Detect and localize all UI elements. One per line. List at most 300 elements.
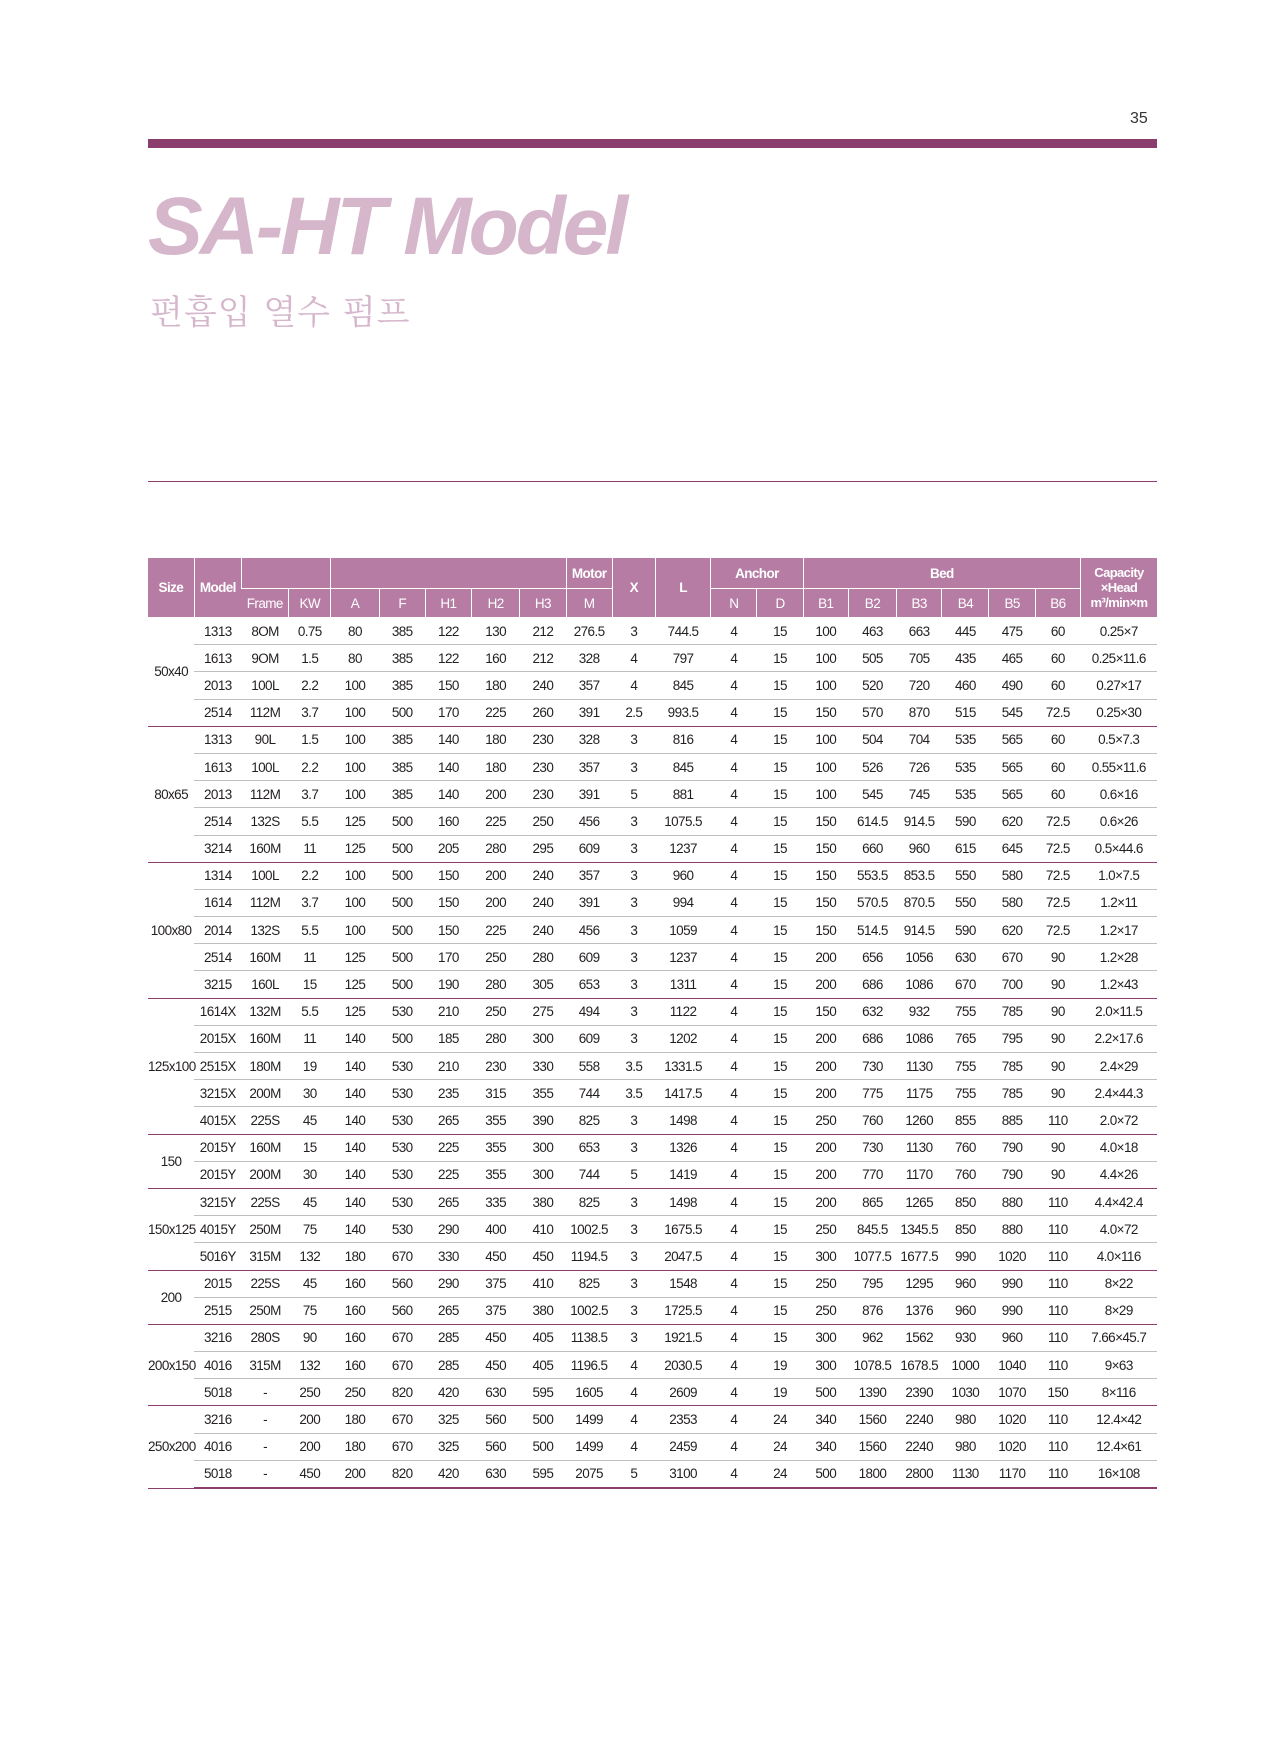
table-cell: 60 [1035, 753, 1080, 780]
header-capacity-line2: ×Head [1100, 580, 1138, 595]
table-cell: 1677.5 [897, 1243, 942, 1270]
table-cell: 705 [897, 645, 942, 672]
header-capacity-line3: m³/min×m [1090, 595, 1148, 610]
table-cell: 504 [848, 726, 896, 753]
table-cell: 914.5 [897, 808, 942, 835]
header-b2: B2 [848, 589, 896, 618]
table-cell: 3 [612, 889, 655, 916]
table-cell: 100 [803, 672, 848, 699]
header-kw: KW [289, 589, 331, 618]
table-cell: 3 [612, 808, 655, 835]
header-motor: Motor [566, 558, 612, 589]
table-cell: 4 [711, 1460, 757, 1488]
table-cell: 4 [711, 1161, 757, 1188]
table-cell: 3 [612, 1297, 655, 1324]
table-row [148, 1297, 1157, 1324]
table-cell: 3 [612, 1134, 655, 1161]
table-cell: 962 [848, 1324, 896, 1351]
table-cell: 1345.5 [897, 1216, 942, 1243]
table-cell: 3 [612, 726, 655, 753]
table-cell: 465 [989, 645, 1035, 672]
table-cell: 385 [379, 618, 425, 645]
table-cell: 160 [331, 1297, 379, 1324]
table-cell: 545 [848, 781, 896, 808]
table-cell: 15 [289, 1134, 331, 1161]
table-cell: 845.5 [848, 1216, 896, 1243]
table-cell: 4 [711, 1433, 757, 1460]
table-cell: 1130 [897, 1053, 942, 1080]
table-cell: 760 [942, 1161, 989, 1188]
table-cell: 100 [331, 672, 379, 699]
table-cell: 16×108 [1080, 1460, 1157, 1488]
table-cell: 100 [331, 699, 379, 726]
table-cell: 355 [472, 1161, 520, 1188]
table-cell: 885 [989, 1107, 1035, 1134]
table-row [148, 1243, 1157, 1270]
spec-table [148, 558, 1157, 1489]
table-cell: 200 [289, 1406, 331, 1433]
table-cell: 720 [897, 672, 942, 699]
table-cell: 1194.5 [566, 1243, 612, 1270]
table-cell: 3 [612, 862, 655, 889]
table-cell: 390 [520, 1107, 566, 1134]
table-cell: 825 [566, 1188, 612, 1215]
table-cell: 30 [289, 1161, 331, 1188]
table-cell: 100 [331, 726, 379, 753]
table-cell: 490 [989, 672, 1035, 699]
table-cell: 3215X [194, 1080, 241, 1107]
table-cell: 24 [757, 1406, 803, 1433]
table-cell: 160M [241, 1025, 288, 1052]
table-row [148, 753, 1157, 780]
table-cell: 110 [1035, 1216, 1080, 1243]
header-anchor: Anchor [711, 558, 803, 589]
table-cell: 9×63 [1080, 1352, 1157, 1379]
size-cell: 125x100 [148, 998, 194, 1134]
table-cell: 315 [472, 1080, 520, 1107]
table-cell: 140 [331, 1080, 379, 1107]
table-cell: 230 [472, 1053, 520, 1080]
table-cell: 72.5 [1035, 835, 1080, 862]
table-cell: 400 [472, 1216, 520, 1243]
table-cell: 1002.5 [566, 1297, 612, 1324]
table-row [148, 889, 1157, 916]
table-cell: 2.4×29 [1080, 1053, 1157, 1080]
table-cell: 180 [331, 1433, 379, 1460]
table-cell: 110 [1035, 1406, 1080, 1433]
table-cell: 3 [612, 944, 655, 971]
table-cell: 225 [425, 1161, 471, 1188]
table-cell: 8OM [241, 618, 288, 645]
table-cell: 15 [757, 1107, 803, 1134]
table-cell: 325 [425, 1433, 471, 1460]
table-cell: 4 [612, 1352, 655, 1379]
table-row [148, 1352, 1157, 1379]
table-cell: 150 [425, 672, 471, 699]
table-cell: 140 [331, 1025, 379, 1052]
table-cell: 795 [989, 1025, 1035, 1052]
table-cell: 125 [331, 808, 379, 835]
table-cell: 456 [566, 917, 612, 944]
table-cell: 385 [379, 726, 425, 753]
table-row [148, 862, 1157, 889]
table-cell: 500 [379, 1025, 425, 1052]
table-cell: 160 [425, 808, 471, 835]
table-cell: 15 [757, 1324, 803, 1351]
table-cell: 225S [241, 1270, 288, 1297]
table-cell: 60 [1035, 618, 1080, 645]
table-cell: 280S [241, 1324, 288, 1351]
table-cell: 3 [612, 1025, 655, 1052]
table-cell: 4 [711, 1379, 757, 1406]
table-cell: 4 [711, 1216, 757, 1243]
table-cell: 3 [612, 1216, 655, 1243]
table-cell: 230 [520, 726, 566, 753]
table-cell: 450 [472, 1324, 520, 1351]
table-cell: 4 [711, 1270, 757, 1297]
table-cell: 960 [942, 1270, 989, 1297]
table-cell: 170 [425, 699, 471, 726]
table-cell: 670 [379, 1406, 425, 1433]
table-cell: 880 [989, 1188, 1035, 1215]
table-cell: 285 [425, 1352, 471, 1379]
table-cell: 150 [803, 808, 848, 835]
table-cell: 8×116 [1080, 1379, 1157, 1406]
table-cell: 90 [1035, 1080, 1080, 1107]
table-cell: 4 [711, 862, 757, 889]
table-cell: 122 [425, 645, 471, 672]
table-cell: 240 [520, 672, 566, 699]
table-cell: 1376 [897, 1297, 942, 1324]
table-cell: 110 [1035, 1433, 1080, 1460]
table-cell: 380 [520, 1188, 566, 1215]
table-cell: 250 [803, 1270, 848, 1297]
table-cell: 357 [566, 862, 612, 889]
table-cell: 3 [612, 1270, 655, 1297]
table-cell: 1725.5 [655, 1297, 710, 1324]
table-row [148, 1406, 1157, 1433]
table-cell: 2459 [655, 1433, 710, 1460]
table-cell: 250 [803, 1297, 848, 1324]
table-row [148, 1216, 1157, 1243]
table-cell: 250M [241, 1297, 288, 1324]
table-cell: 500 [803, 1379, 848, 1406]
table-cell: 670 [379, 1352, 425, 1379]
table-cell: - [241, 1406, 288, 1433]
table-cell: 405 [520, 1324, 566, 1351]
table-cell: 140 [425, 753, 471, 780]
table-cell: 530 [379, 1053, 425, 1080]
table-cell: 4 [711, 672, 757, 699]
page-title: SA-HT Model [148, 181, 626, 272]
table-cell: 2030.5 [655, 1352, 710, 1379]
table-cell: 15 [757, 835, 803, 862]
table-cell: 609 [566, 1025, 612, 1052]
table-cell: 1122 [655, 998, 710, 1025]
table-cell: 160 [331, 1270, 379, 1297]
header-capacity-line1: Capacity [1094, 565, 1144, 580]
table-cell: 2.5 [612, 699, 655, 726]
header-h3: H3 [520, 589, 566, 618]
table-cell: 760 [942, 1134, 989, 1161]
table-cell: 125 [331, 944, 379, 971]
table-cell: 500 [379, 862, 425, 889]
table-cell: 325 [425, 1406, 471, 1433]
table-row [148, 1080, 1157, 1107]
table-cell: 160M [241, 835, 288, 862]
table-cell: 530 [379, 1161, 425, 1188]
table-cell: 526 [848, 753, 896, 780]
table-cell: 1237 [655, 944, 710, 971]
table-cell: 15 [757, 889, 803, 916]
table-row [148, 699, 1157, 726]
table-cell: 4 [711, 889, 757, 916]
table-cell: 632 [848, 998, 896, 1025]
table-cell: 225S [241, 1188, 288, 1215]
table-cell: 90 [1035, 971, 1080, 998]
table-cell: 570 [848, 699, 896, 726]
table-cell: 550 [942, 889, 989, 916]
table-cell: 15 [757, 1243, 803, 1270]
table-cell: 45 [289, 1107, 331, 1134]
table-cell: 190 [425, 971, 471, 998]
table-cell: 590 [942, 808, 989, 835]
table-cell: 505 [848, 645, 896, 672]
table-cell: 60 [1035, 781, 1080, 808]
table-cell: 265 [425, 1107, 471, 1134]
table-cell: 375 [472, 1297, 520, 1324]
table-cell: 200 [803, 1053, 848, 1080]
table-cell: 200 [289, 1433, 331, 1460]
table-cell: 1070 [989, 1379, 1035, 1406]
table-cell: 15 [757, 944, 803, 971]
header-b4: B4 [942, 589, 989, 618]
table-cell: 4015Y [194, 1216, 241, 1243]
table-cell: 1077.5 [848, 1243, 896, 1270]
header-f: F [379, 589, 425, 618]
table-cell: 125 [331, 998, 379, 1025]
table-cell: 1175 [897, 1080, 942, 1107]
table-cell: 19 [757, 1379, 803, 1406]
table-cell: 200 [331, 1460, 379, 1488]
table-cell: 112M [241, 699, 288, 726]
table-cell: 160 [331, 1352, 379, 1379]
table-cell: 11 [289, 835, 331, 862]
table-cell: 816 [655, 726, 710, 753]
table-cell: 19 [289, 1053, 331, 1080]
table-cell: 765 [942, 1025, 989, 1052]
table-cell: 2.0×72 [1080, 1107, 1157, 1134]
table-cell: 90 [1035, 944, 1080, 971]
table-cell: 1059 [655, 917, 710, 944]
table-row [148, 1270, 1157, 1297]
header-model: Model [194, 558, 241, 618]
table-cell: 280 [472, 835, 520, 862]
table-cell: 280 [472, 1025, 520, 1052]
table-cell: 2047.5 [655, 1243, 710, 1270]
table-cell: 200 [803, 1080, 848, 1107]
table-cell: 450 [520, 1243, 566, 1270]
table-cell: 4 [711, 1324, 757, 1351]
table-row [148, 781, 1157, 808]
table-cell: 4 [612, 1406, 655, 1433]
table-cell: 140 [331, 1216, 379, 1243]
table-cell: 550 [942, 862, 989, 889]
table-cell: 456 [566, 808, 612, 835]
table-cell: 185 [425, 1025, 471, 1052]
table-cell: 160 [331, 1324, 379, 1351]
size-cell: 250x200 [148, 1406, 194, 1488]
table-cell: 785 [989, 1053, 1035, 1080]
table-cell: 730 [848, 1134, 896, 1161]
table-cell: 1560 [848, 1433, 896, 1460]
table-cell: 914.5 [897, 917, 942, 944]
table-cell: 2240 [897, 1406, 942, 1433]
table-cell: 2015X [194, 1025, 241, 1052]
header-capacity [1080, 558, 1157, 618]
table-cell: 3214 [194, 835, 241, 862]
table-cell: 744 [566, 1080, 612, 1107]
table-cell: 3 [612, 917, 655, 944]
table-cell: 1499 [566, 1433, 612, 1460]
table-cell: 2.2×17.6 [1080, 1025, 1157, 1052]
table-cell: 100 [331, 862, 379, 889]
table-cell: 250 [289, 1379, 331, 1406]
table-cell: 0.75 [289, 618, 331, 645]
table-cell: 200 [472, 889, 520, 916]
table-cell: 290 [425, 1270, 471, 1297]
table-cell: 3 [612, 971, 655, 998]
table-cell: 1295 [897, 1270, 942, 1297]
table-cell: 170 [425, 944, 471, 971]
table-cell: 260 [520, 699, 566, 726]
table-cell: 300 [803, 1324, 848, 1351]
table-cell: 4 [711, 1297, 757, 1324]
table-cell: 450 [289, 1460, 331, 1488]
table-cell: 250 [331, 1379, 379, 1406]
header-d: D [757, 589, 803, 618]
table-cell: 553.5 [848, 862, 896, 889]
table-row [148, 1161, 1157, 1188]
table-cell: 1498 [655, 1107, 710, 1134]
table-cell: 515 [942, 699, 989, 726]
header-b6: B6 [1035, 589, 1080, 618]
table-cell: 670 [989, 944, 1035, 971]
table-cell: 880 [989, 1216, 1035, 1243]
table-cell: 150 [803, 917, 848, 944]
table-cell: 60 [1035, 672, 1080, 699]
table-cell: 530 [379, 1080, 425, 1107]
table-cell: 500 [379, 835, 425, 862]
table-cell: 865 [848, 1188, 896, 1215]
table-cell: 980 [942, 1433, 989, 1460]
table-cell: 630 [472, 1460, 520, 1488]
table-row [148, 1053, 1157, 1080]
table-cell: 200 [472, 781, 520, 808]
table-cell: 595 [520, 1379, 566, 1406]
table-cell: 1086 [897, 1025, 942, 1052]
table-cell: 494 [566, 998, 612, 1025]
table-cell: - [241, 1460, 288, 1488]
table-cell: 5 [612, 781, 655, 808]
header-bed: Bed [803, 558, 1080, 589]
table-cell: 385 [379, 781, 425, 808]
table-cell: 160M [241, 944, 288, 971]
table-cell: 15 [757, 1025, 803, 1052]
table-cell: 4.4×26 [1080, 1161, 1157, 1188]
table-cell: 225S [241, 1107, 288, 1134]
table-cell: 391 [566, 781, 612, 808]
table-cell: 1311 [655, 971, 710, 998]
table-cell: 210 [425, 1053, 471, 1080]
table-cell: 335 [472, 1188, 520, 1215]
header-bar [148, 139, 1157, 148]
header-a: A [331, 589, 379, 618]
table-cell: 4 [711, 781, 757, 808]
table-cell: 15 [757, 1297, 803, 1324]
header-n: N [711, 589, 757, 618]
table-cell: 212 [520, 645, 566, 672]
table-cell: 530 [379, 1134, 425, 1161]
table-cell: 530 [379, 1107, 425, 1134]
table-cell: 72.5 [1035, 862, 1080, 889]
table-cell: 280 [520, 944, 566, 971]
table-cell: 960 [989, 1324, 1035, 1351]
table-cell: 850 [942, 1216, 989, 1243]
table-cell: 140 [331, 1053, 379, 1080]
table-cell: 960 [942, 1297, 989, 1324]
table-cell: 150 [803, 835, 848, 862]
table-cell: 2.4×44.3 [1080, 1080, 1157, 1107]
table-cell: 686 [848, 1025, 896, 1052]
table-cell: 200 [803, 1188, 848, 1215]
table-cell: 122 [425, 618, 471, 645]
table-cell: 100L [241, 862, 288, 889]
table-cell: 235 [425, 1080, 471, 1107]
table-cell: 2514 [194, 808, 241, 835]
table-cell: 590 [942, 917, 989, 944]
table-cell: 1800 [848, 1460, 896, 1488]
table-cell: 535 [942, 781, 989, 808]
table-cell: 797 [655, 645, 710, 672]
table-cell: 3.5 [612, 1080, 655, 1107]
table-cell: 932 [897, 998, 942, 1025]
table-cell: 3.5 [612, 1053, 655, 1080]
table-cell: 391 [566, 699, 612, 726]
table-cell: 530 [379, 1188, 425, 1215]
table-cell: 1313 [194, 618, 241, 645]
table-cell: 180M [241, 1053, 288, 1080]
table-cell: 4.0×18 [1080, 1134, 1157, 1161]
table-row [148, 1433, 1157, 1460]
table-cell: 12.4×42 [1080, 1406, 1157, 1433]
table-cell: 785 [989, 1080, 1035, 1107]
table-cell: 2515X [194, 1053, 241, 1080]
table-cell: 250 [803, 1107, 848, 1134]
header-h1: H1 [425, 589, 471, 618]
table-cell: 565 [989, 726, 1035, 753]
table-cell: 1000 [942, 1352, 989, 1379]
table-cell: 1675.5 [655, 1216, 710, 1243]
table-cell: 3100 [655, 1460, 710, 1488]
table-cell: 565 [989, 753, 1035, 780]
table-cell: 3.7 [289, 781, 331, 808]
table-cell: 870.5 [897, 889, 942, 916]
table-row [148, 998, 1157, 1025]
table-cell: 305 [520, 971, 566, 998]
table-cell: 4 [612, 1433, 655, 1460]
table-cell: 90 [1035, 1134, 1080, 1161]
